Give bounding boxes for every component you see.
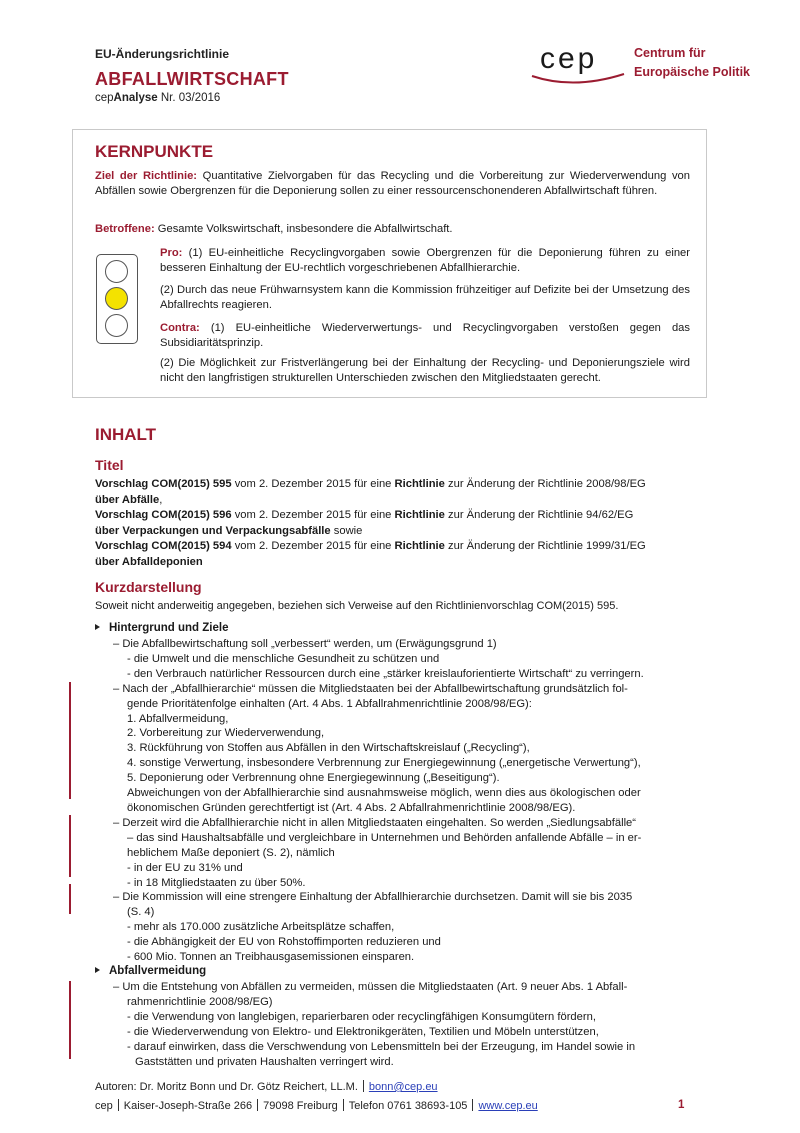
text-line: - mehr als 170.000 zusätzliche Arbeitsplätze schaffen,: [127, 921, 395, 934]
text-line: - darauf einwirken, dass die Verschwendung von Lebensmitteln bei der Erzeugung, im Handel sowie in: [127, 1040, 636, 1053]
text-line: – Die Abfallbewirtschaftung soll „verbessert“ werden, um (Erwägungsgrund 1): [113, 638, 497, 650]
text-line: - 600 Mio. Tonnen an Treibhausgasemissionen einsparen.: [127, 951, 415, 964]
text-line: 3. Rückführung von Stoffen aus Abfällen in den Wirtschaftskreislauf („Recycling“),: [127, 742, 530, 755]
text-line: Abweichungen von der Abfallhierarchie sind ausnahmsweise möglich, wenn dies aus ökologischen oder: [127, 787, 641, 800]
text-line: (S. 4): [127, 906, 155, 919]
text-line: Gaststätten und privaten Haushalten verringert wird.: [135, 1055, 394, 1068]
section-abfallvermeidung-text: [113, 980, 688, 1069]
page-number: 1: [678, 1099, 685, 1111]
contra-1-paragraph: Contra: (1) EU-einheitliche Wiederverwertungs- und Recyclingvorgaben verstoßen gegen das Subsidiaritätsprinzip.: [160, 322, 690, 349]
text-line: heblichem Maße deponiert (S. 2), nämlich: [127, 846, 335, 859]
text-line: – Um die Entstehung von Abfällen zu vermeiden, müssen die Mitgliedstaaten (Art. 9 neuer Abs. 1 Abfall-: [113, 981, 628, 993]
text-line: - die Verwendung von langlebigen, reparierbaren oder recyclingfähigen Konsumgütern fördern,: [127, 1010, 596, 1023]
traffic-light-icon: [96, 254, 138, 344]
inhalt-heading: INHALT: [95, 425, 157, 444]
footer-address: cep Kaiser-Joseph-Straße 266 79098 Freiburg Telefon 0761 38693-105 www.cep.eu: [95, 1100, 538, 1112]
footer-authors: Autoren: Dr. Moritz Bonn und Dr. Götz Reichert, LL.M. bonn@cep.eu: [95, 1081, 438, 1093]
proposal-line: Vorschlag COM(2015) 596 vom 2. Dezember 2015 für eine Richtlinie zur Änderung der Richtlinie 94/62/EG: [95, 509, 634, 521]
betroffene-paragraph: Betroffene: Gesamte Volkswirtschaft, insbesondere die Abfallwirtschaft.: [95, 223, 453, 235]
titel-heading: Titel: [95, 457, 124, 473]
text-line: - in 18 Mitgliedstaaten zu über 50%.: [127, 876, 306, 889]
series-number: cepAnalyse Nr. 03/2016: [95, 92, 221, 104]
text-line: - die Umwelt und die menschliche Gesundheit zu schützen und: [127, 652, 440, 665]
text-line: 2. Vorbereitung zur Wiederverwendung,: [127, 727, 325, 740]
change-marker: [69, 981, 71, 1059]
website-link[interactable]: www.cep.eu: [478, 1100, 538, 1112]
bullet-triangle-icon: [95, 967, 100, 973]
proposal-line: über Abfalldeponien: [95, 555, 203, 568]
contra-2-paragraph: (2) Die Möglichkeit zur Fristverlängerung bei der Einhaltung der Recycling- und Deponierungsziele wird nicht den langfristigen strukturellen Unterschieden zwischen den Mitgliedstaaten gerecht.: [160, 357, 690, 384]
text-line: rahmenrichtlinie 2008/98/EG): [127, 995, 273, 1008]
bullet-triangle-icon: [95, 624, 100, 630]
text-line: ökonomischen Gründen gerechtfertigt ist (Art. 4 Abs. 2 Abfallrahmenrichtlinie 2008/98/EG).: [127, 801, 576, 814]
proposal-list: [95, 477, 695, 570]
document-type: EU-Änderungsrichtlinie: [95, 47, 230, 61]
text-line: - in der EU zu 31% und: [127, 861, 243, 874]
text-line: 1. Abfallvermeidung,: [127, 712, 229, 725]
proposal-line: über Verpackungen und Verpackungsabfälle sowie: [95, 524, 363, 537]
traffic-light-yellow: [105, 287, 128, 310]
proposal-line: Vorschlag COM(2015) 594 vom 2. Dezember 2015 für eine Richtlinie zur Änderung der Richtlinie 1999/31/EG: [95, 540, 646, 552]
pro-2-paragraph: (2) Durch das neue Frühwarnsystem kann die Kommission frühzeitiger auf Defizite bei der Umsetzung des Abfallrechts reagieren.: [160, 284, 690, 311]
logo-name: Centrum für Europäische Politik: [634, 46, 751, 79]
text-line: – das sind Haushaltsabfälle und vergleichbare in Unternehmen und Behörden anfallende Abfälle – in er-: [127, 831, 642, 844]
proposal-line: über Abfälle,: [95, 493, 163, 506]
text-line: - die Wiederverwendung von Elektro- und Elektronikgeräten, Textilien und Möbeln unterstützen,: [127, 1025, 599, 1038]
logo-swoosh: [532, 74, 624, 83]
text-line: - den Verbrauch natürlicher Ressourcen durch eine „stärker kreislauforientierte Wirtschaft“ zu verringern.: [127, 667, 644, 680]
change-marker: [69, 884, 71, 914]
section-hintergrund-text: [113, 637, 688, 965]
section-heading-hintergrund: Hintergrund und Ziele: [95, 622, 228, 634]
text-line: gende Prioritätenfolge einhalten (Art. 4 Abs. 1 Abfallrahmenrichtlinie 2008/98/EG):: [127, 697, 532, 710]
ziel-paragraph: Ziel der Richtlinie: Quantitative Zielvorgaben für das Recycling und die Vorbereitung zur Wiederverwendung von Abfällen sowie Obergrenzen für die Deponierung sollen zu einer ressourcenschonenderen Abfallwirtschaft führen.: [95, 170, 690, 197]
text-line: – Derzeit wird die Abfallhierarchie nicht in allen Mitgliedstaaten eingehalten. So werden „Siedlungsabfälle“: [113, 816, 637, 829]
text-line: – Die Kommission will eine strengere Einhaltung der Abfallhierarchie durchsetzen. Damit will sie bis 2035: [113, 891, 633, 904]
text-line: 4. sonstige Verwertung, insbesondere Verbrennung zur Energiegewinnung („energetische Verwertung“),: [127, 757, 641, 770]
section-heading-abfallvermeidung: Abfallvermeidung: [95, 965, 206, 977]
kernpunkte-heading: KERNPUNKTE: [95, 142, 214, 161]
text-line: 5. Deponierung oder Verbrennung ohne Energiegewinnung („Beseitigung“).: [127, 772, 500, 785]
email-link[interactable]: bonn@cep.eu: [368, 1081, 438, 1093]
text-line: - die Abhängigkeit der EU von Rohstoffimporten reduzieren und: [127, 936, 441, 949]
change-marker: [69, 815, 71, 877]
document-title: ABFALLWIRTSCHAFT: [95, 69, 289, 89]
kurzdarstellung-heading: Kurzdarstellung: [95, 579, 202, 595]
traffic-light-top: [105, 260, 128, 283]
kurzdarstellung-note: Soweit nicht anderweitig angegeben, beziehen sich Verweise auf den Richtlinienvorschlag COM(2015) 595.: [95, 600, 619, 612]
text-line: – Nach der „Abfallhierarchie“ müssen die Mitgliedstaaten bei der Abfallbewirtschaftung grundsätzlich fol-: [113, 682, 628, 695]
logo-mark: cep: [540, 42, 598, 75]
change-marker: [69, 682, 71, 799]
traffic-light-bottom: [105, 314, 128, 337]
pro-1-paragraph: Pro: (1) EU-einheitliche Recyclingvorgaben sowie Obergrenzen für die Deponierung führen zu einer besseren Einhaltung der EU-rechtlich vorgeschriebenen Abfallhierarchie.: [160, 247, 690, 274]
proposal-line: Vorschlag COM(2015) 595 vom 2. Dezember 2015 für eine Richtlinie zur Änderung der Richtlinie 2008/98/EG: [95, 478, 646, 490]
